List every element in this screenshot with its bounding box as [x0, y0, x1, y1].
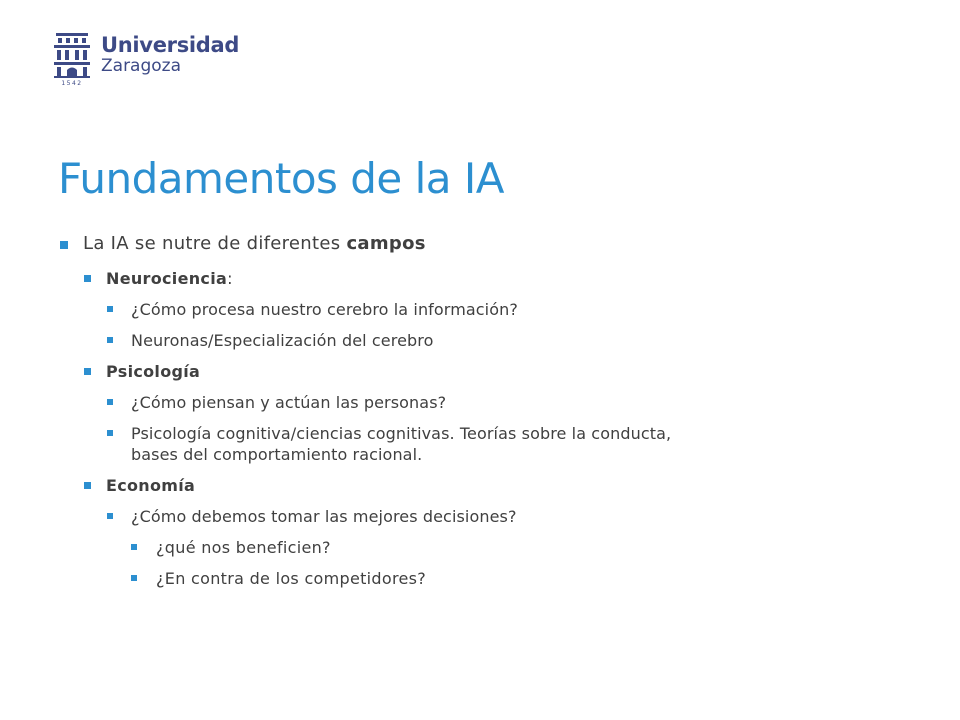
- economia-label: Economía: [106, 476, 196, 495]
- list-item-text: ¿Cómo procesa nuestro cerebro la información?: [131, 300, 518, 319]
- bullet-fields-text: La IA se nutre de diferentes: [83, 233, 347, 254]
- university-crest-icon: [52, 30, 92, 86]
- list-item-text: ¿qué nos beneficien?: [156, 538, 331, 557]
- list-item-text: Neuronas/Especialización del cerebro: [131, 331, 434, 350]
- list-item: [107, 506, 691, 527]
- list-item: [107, 299, 691, 320]
- square-bullet-icon: [107, 430, 113, 436]
- list-item-text: ¿En contra de los competidores?: [156, 569, 427, 588]
- list-item: [131, 568, 920, 589]
- logo-university-name: Universidad: [101, 33, 240, 57]
- square-bullet-icon: [107, 337, 113, 343]
- square-bullet-icon: [131, 575, 137, 581]
- square-bullet-icon: [84, 482, 91, 489]
- square-bullet-icon: [84, 275, 91, 282]
- neurociencia-label: Neurociencia: [106, 269, 228, 288]
- slide-content: [60, 232, 920, 599]
- neurociencia-suffix: :: [227, 269, 233, 288]
- logo-text: [101, 34, 239, 76]
- list-item: [131, 537, 920, 558]
- list-item-text: Psicología cognitiva/ciencias cognitivas. Teorías sobre la conducta, bases del comportamiento racional.: [131, 424, 672, 464]
- logo-year: 1542: [61, 80, 83, 86]
- square-bullet-icon: [84, 368, 91, 375]
- list-item: [107, 392, 691, 413]
- square-bullet-icon: [107, 513, 113, 519]
- list-item-text: ¿Cómo debemos tomar las mejores decisiones?: [131, 507, 517, 526]
- bullet-fields-bold: campos: [346, 233, 426, 254]
- square-bullet-icon: [60, 241, 68, 249]
- list-item: [107, 330, 691, 351]
- list-item: [107, 423, 691, 465]
- slide-title: Fundamentos de la IA: [58, 154, 504, 203]
- square-bullet-icon: [131, 544, 137, 550]
- square-bullet-icon: [107, 399, 113, 405]
- list-item-text: ¿Cómo piensan y actúan las personas?: [131, 393, 447, 412]
- logo-city-name: Zaragoza: [101, 56, 182, 76]
- university-logo: [52, 30, 239, 86]
- bullet-fields: [60, 232, 920, 256]
- bullet-economia: [83, 475, 920, 496]
- bullet-psicologia: [83, 361, 920, 382]
- psicologia-label: Psicología: [106, 362, 201, 381]
- square-bullet-icon: [107, 306, 113, 312]
- bullet-neurociencia: [83, 268, 920, 289]
